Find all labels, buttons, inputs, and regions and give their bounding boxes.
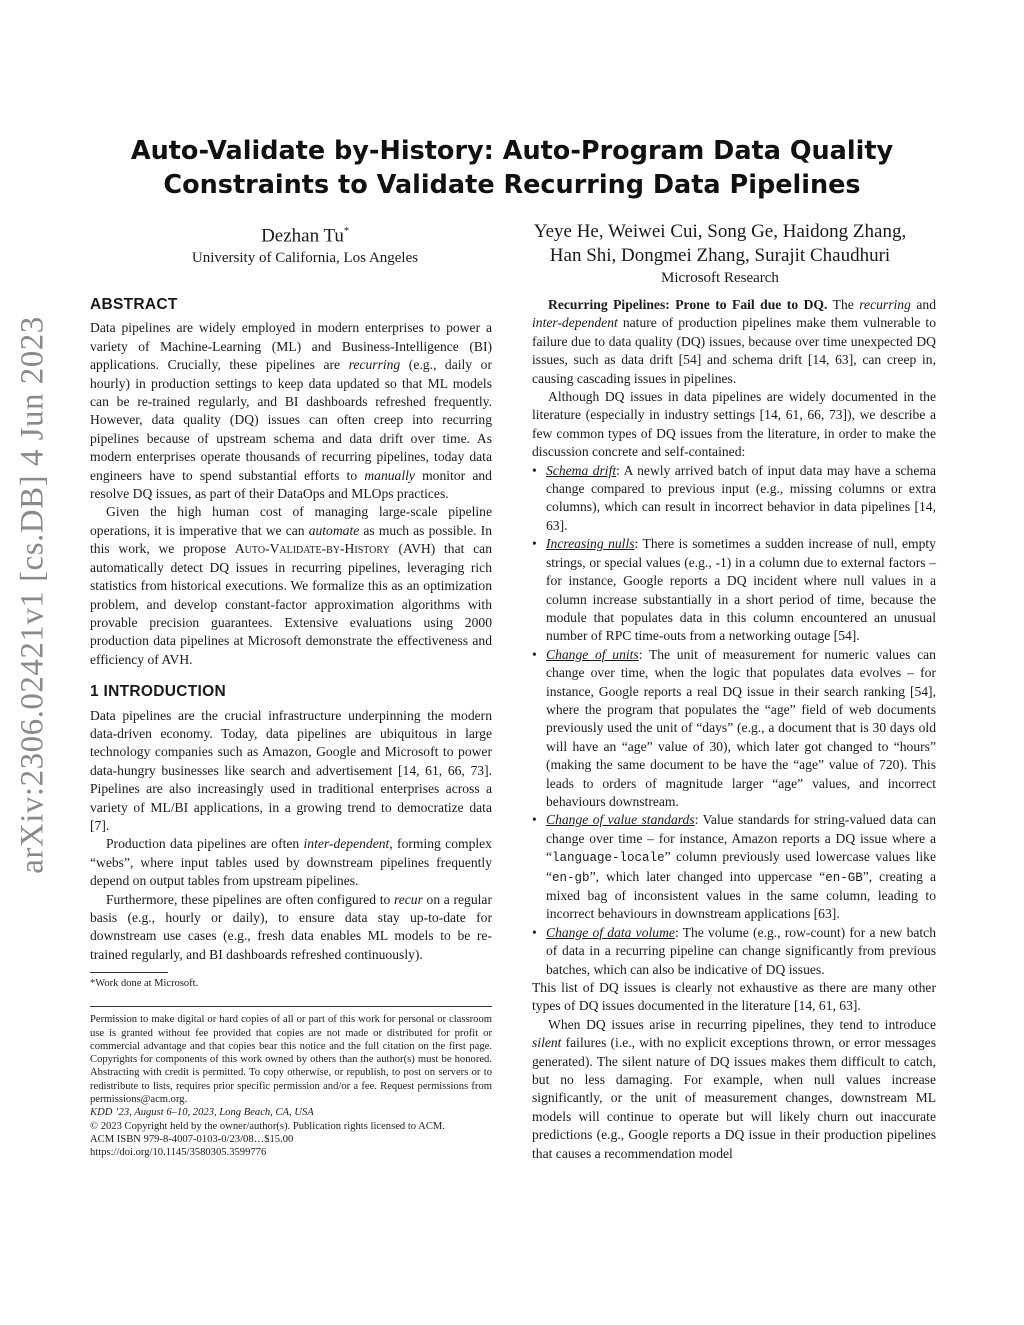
author-block-left [150,220,460,268]
author-names-right-2: Han Shi, Dongmei Zhang, Surajit Chaudhuri [549,245,891,266]
arxiv-stamp [8,255,58,935]
abstract-heading: ABSTRACT [90,296,178,313]
intro-paragraph-3: Furthermore, these pipelines are often configured to recur on a regular basis (e.g., hourly or daily), to ensure data stay up-to-date for downstream use cases (e.g., fresh data enables ML models to be re-trained regularly, and BI dashboards refreshed continuously). [90,891,492,962]
bullet-icon: • [532,536,537,552]
intro-paragraph-1: Data pipelines are the crucial infrastructure underpinning the modern data-driven economy. Today, data pipelines are ubiquitous in large technology companies such as Amazon, Google and Microsoft to power data-hungry businesses like search and advertisement [14, 61, 66, 73]. Pipelines are also increasingly used in traditional enterprises across a variety of ML/BI applications, in a growing trend to democratize data [7]. [90,707,492,833]
paper-title: Auto-Validate by-History: Auto-Program Data Quality Constraints to Validate Recurring Data Pipelines [130,136,894,200]
right-column [532,296,936,1163]
author-footnote-mark: * [343,226,349,237]
author-name: Dezhan Tu [261,225,344,247]
author-names-right-1: Yeye He, Weiwei Cui, Song Ge, Haidong Zhang, [533,221,907,242]
intro-paragraph-2: Production data pipelines are often inter-dependent, forming complex “webs”, where input tables used by downstream pipelines frequently depend on output tables from upstream pipelines. [90,836,492,889]
footnote: *Work done at Microsoft. [90,978,199,990]
arxiv-stamp-text: arXiv:2306.02421v1 [cs.DB] 4 Jun 2023 [14,316,51,874]
isbn-line: ACM ISBN 979-8-4007-0103-0/23/08…$15.00 [90,1133,294,1145]
author-names-left [150,220,460,248]
list-item: • Increasing nulls: There is sometimes a sudden increase of null, empty strings, or special values (e.g., -1) in a column due to external factors – for instance, Google reports a DQ incident where null values in a column increase substantially in a short period of time, because the module that populates data in this column encountered an unusual number of RPC time-outs from a networking outage [54]. [532,536,936,644]
list-item: • Change of data volume: The volume (e.g., row-count) for a new batch of data in a recurring pipeline can change significantly from previous batches, which can also be indicative of DQ issues. [532,924,937,977]
list-not-exhaustive-paragraph: This list of DQ issues is clearly not exhaustive as there are many other types of DQ issues documented in the literature [14, 61, 63]. [532,980,936,1014]
permission-text: Permission to make digital or hard copies of all or part of this work for personal or classroom use is granted without fee provided that copies are not made or distributed for profit or commercial advantage and that copies bear this notice and the full citation on the first page. Copyrights for components of this work owned by others than the author(s) must be honored. Abstracting with credit is permitted. To copy otherwise, or republish, to post on servers or to redistribute to lists, requires prior specific permission and/or a fee. Request permissions from permissions@acm.org. [90,1014,492,1105]
doi-link[interactable]: https://doi.org/10.1145/3580305.3599776 [90,1147,267,1159]
copyright-line: © 2023 Copyright held by the owner/author(s). Publication rights licensed to ACM. [90,1120,445,1132]
footnote-rule [90,972,168,973]
conference-info: KDD ’23, August 6–10, 2023, Long Beach, CA, USA [90,1107,314,1119]
author-affiliation-left: University of California, Los Angeles [191,250,419,267]
bullet-icon: • [532,812,537,828]
list-item: • Schema drift: A newly arrived batch of input data may have a schema change compared to previous input (e.g., missing columns or extra columns), which can result in incorrect behavior in data pipelines [14, 63]. [532,462,936,533]
permission-block [90,1006,492,1159]
bullet-icon: • [532,646,537,662]
list-item: • Change of value standards: Value standards for string-valued data can change over time – for instance, Amazon reports a DQ issue where a “language-locale” column previously used lowercase values like “en-gb”, which later changed into uppercase “en-GB”, creating a mixed bag of inconsistent values in the same column, leading to incorrect behaviours in downstream applications [63]. [532,812,937,922]
left-column [90,296,492,1159]
recurring-pipelines-paragraph: Recurring Pipelines: Prone to Fail due to DQ. The recurring and inter-dependent nature of production pipelines make them vulnerable to failure due to data quality (DQ) issues, because over time unexpected DQ issues, such as data drift [54] and schema drift [14, 63], can creep in, causing cascading issues in pipelines. [532,297,936,386]
bullet-icon: • [532,924,537,940]
bullet-icon: • [532,462,537,478]
abstract-paragraph-1: Data pipelines are widely employed in modern enterprises to power a variety of Machine-Learning (ML) and Business-Intelligence (BI) applications. Crucially, these pipelines are recurring (e.g., daily or hourly) in production settings to keep data updated so that ML models can be re-trained regularly, and BI dashboards refreshed frequently. However, data quality (DQ) issues can often creep into recurring pipelines because of upstream schema and data drift over time. As modern enterprises operate thousands of recurring pipelines, today data engineers have to spend substantial efforts to manually monitor and resolve DQ issues, as part of their DataOps and MLOps practices. [90,320,492,502]
intro-heading: 1 INTRODUCTION [90,683,226,701]
abstract-paragraph-2: Given the high human cost of managing large-scale pipeline operations, it is imperative that we can automate as much as possible. In this work, we propose Auto-Validate-by-History (AVH) that can automatically detect DQ issues in recurring pipelines, leveraging rich statistics from historical executions. We formalize this as an optimization problem, and develop constant-factor approximation algorithms with provable precision guarantees. Extensive evaluations using 2000 production data pipelines at Microsoft demonstrate the effectiveness and efficiency of AVH. [90,504,492,667]
dq-issues-paragraph: Although DQ issues in data pipelines are widely documented in the literature (especially in industry settings [14, 61, 66, 73]), we describe a few common types of DQ issues from the literature, in order to make the discussion concrete and self-contained: [532,389,936,460]
author-block-right [520,220,920,288]
list-item: • Change of units: The unit of measurement for numeric values can change over time, when the logic that populates data evolves – for instance, Google reports a real DQ issue in their search ranking [54], where the program that populates the “age” field of web documents previously used the unit of “days” (e.g., a document that is 30 days old will have an “age” value of 30), which later got changed to “hours” (making the same document to be have the “age” value of 720). This leads to orders of magnitude larger “age” values, and incorrect behaviours downstream. [532,646,936,809]
dq-issue-list [532,462,936,979]
silent-failures-paragraph: When DQ issues arise in recurring pipelines, they tend to introduce silent failures (i.e., with no explicit exceptions thrown, or error messages generated). The silent nature of DQ issues makes them difficult to catch, but no less damaging. For example, when null values increase significantly, or the unit of measurement changes, downstream ML models will continue to operate but will likely churn out inaccurate predictions (e.g., Google reports a DQ issue in their production pipelines that causes a recommendation model [532,1016,936,1161]
author-affiliation-right: Microsoft Research [661,270,779,286]
